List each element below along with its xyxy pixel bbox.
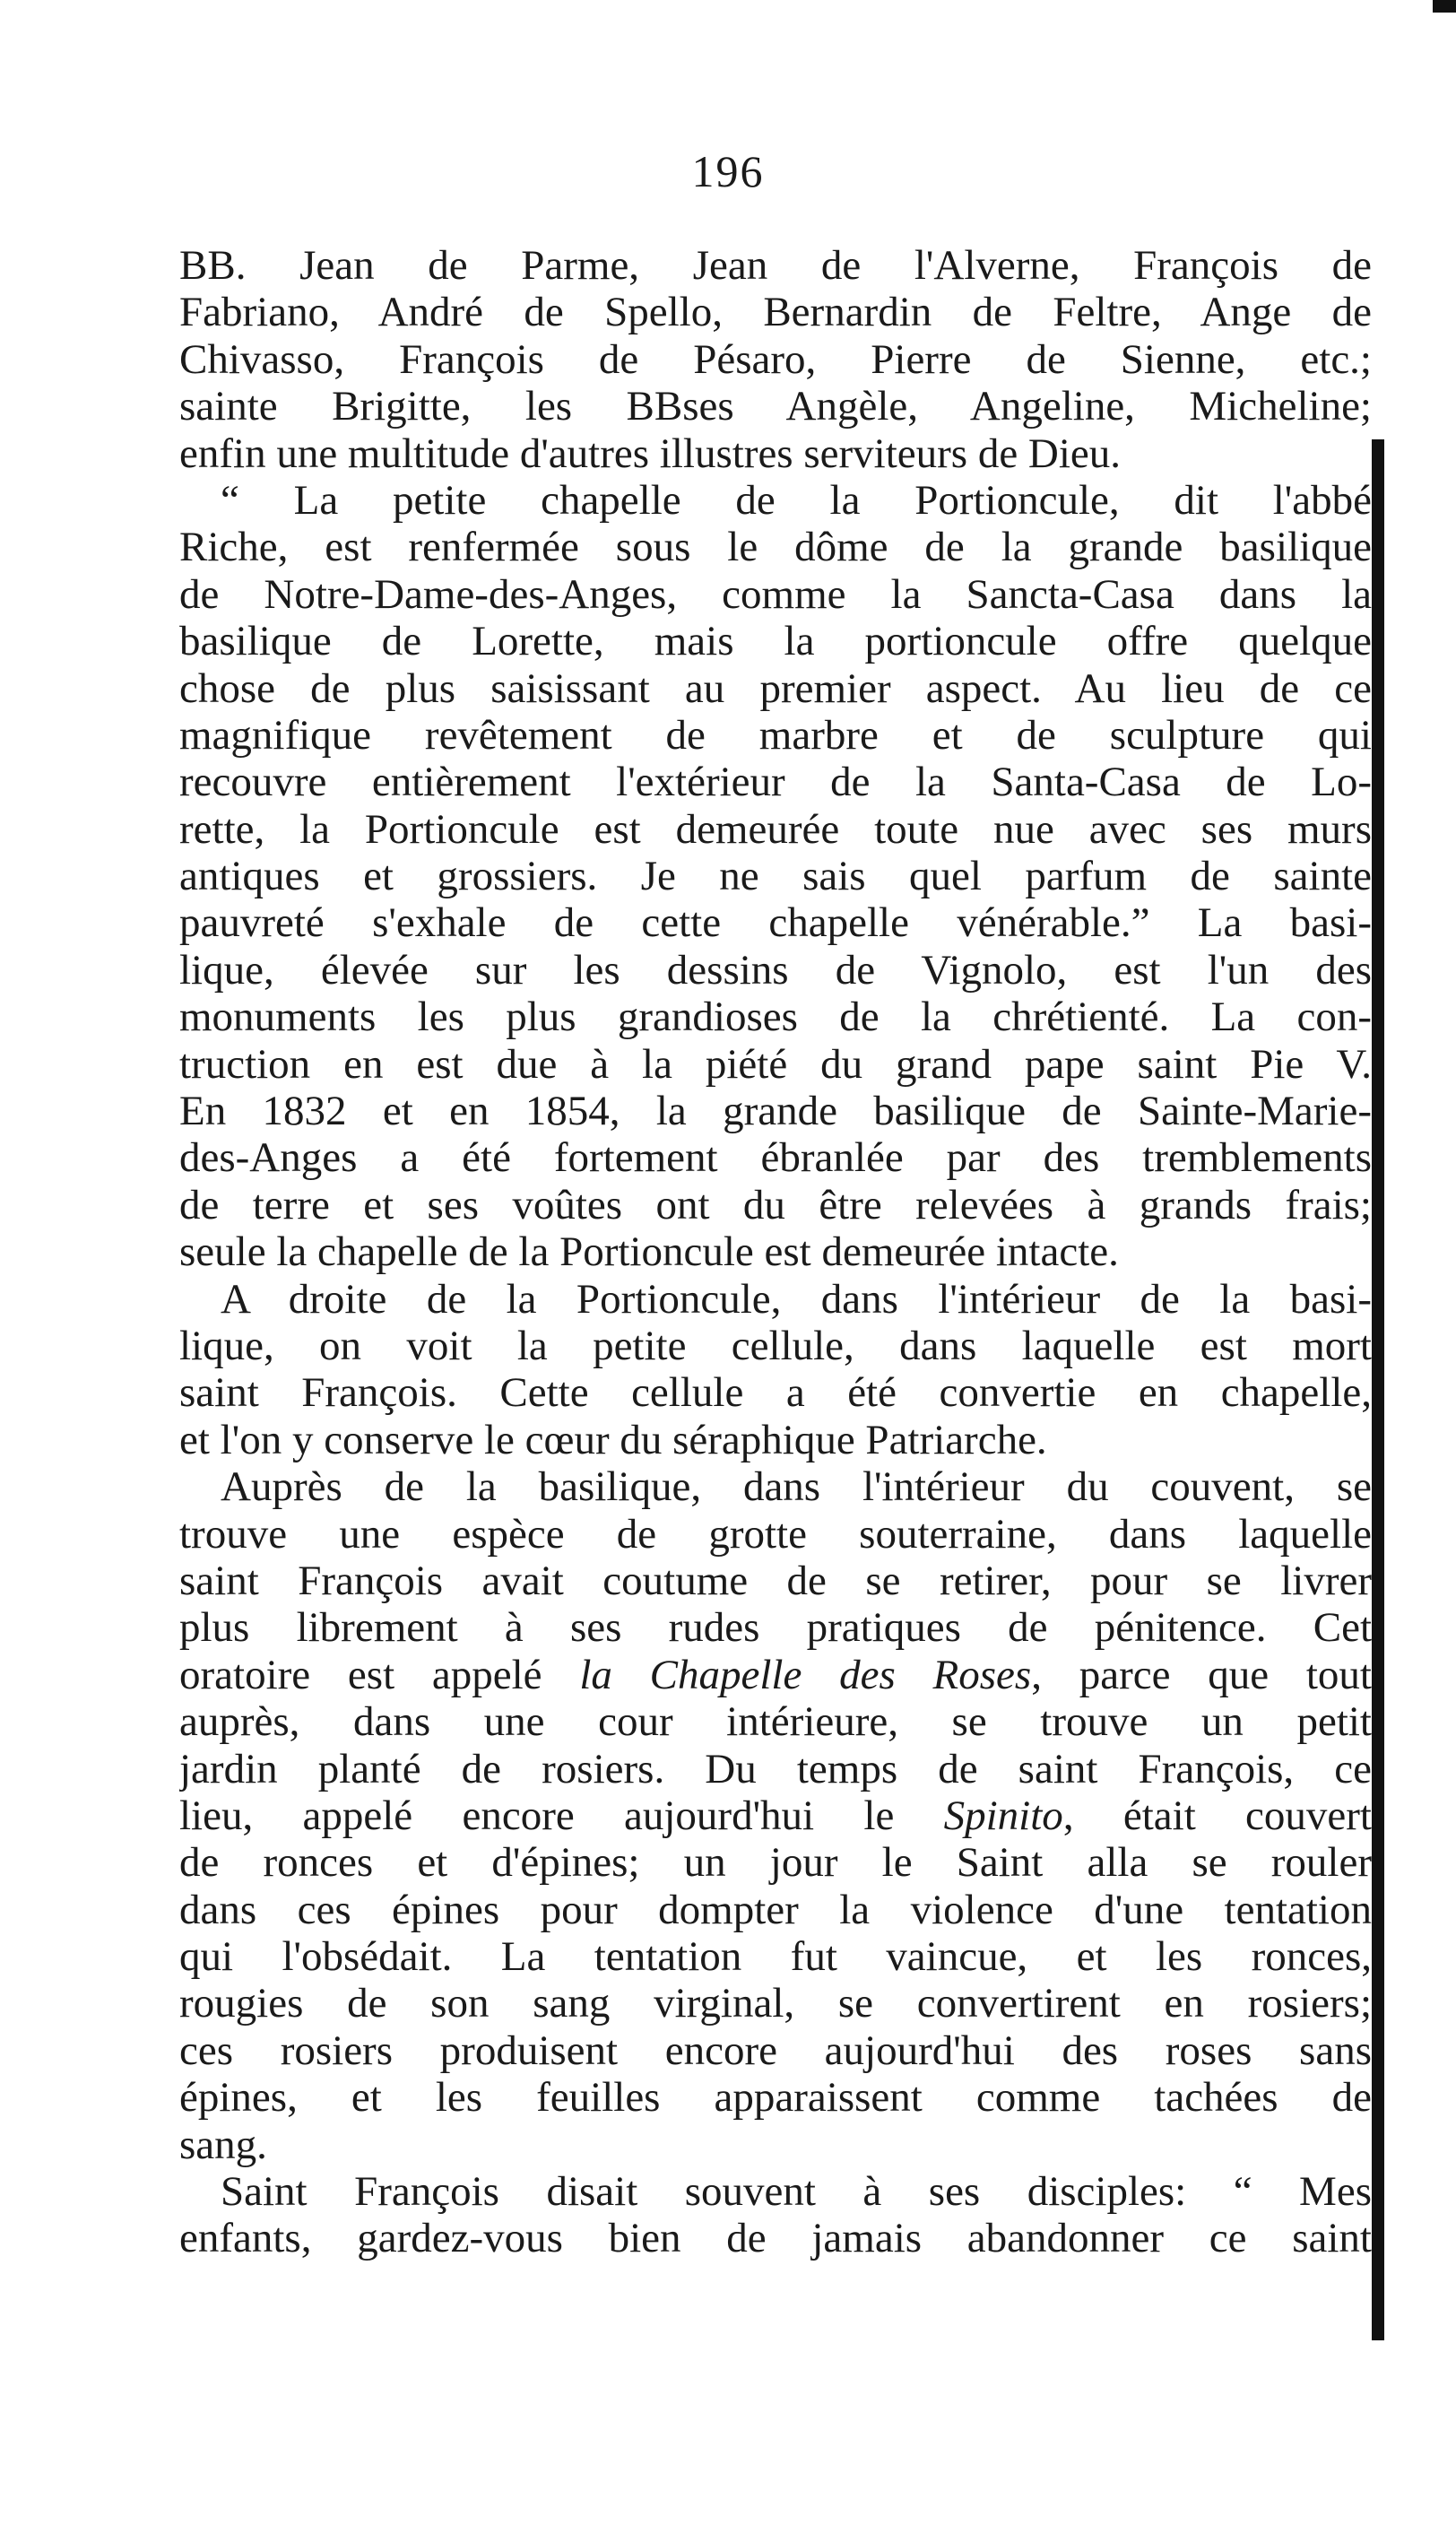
text-line: dans ces épines pour dompter la violence d'une tentation xyxy=(179,1886,1372,1933)
text-line: “ La petite chapelle de la Portioncule, dit l'abbé xyxy=(221,476,1372,524)
text-line: basilique de Lorette, mais la portioncule offre quelque xyxy=(179,618,1372,665)
text-line: Riche, est renfermée sous le dôme de la grande basilique xyxy=(179,524,1372,571)
text-line: et l'on y conserve le cœur du séraphique Patriarche. xyxy=(179,1416,1047,1463)
text-line: de ronces et d'épines; un jour le Saint alla se rouler xyxy=(179,1839,1372,1887)
text-line: recouvre entièrement l'extérieur de la Santa-Casa de Lo- xyxy=(179,759,1372,806)
text-line: Auprès de la basilique, dans l'intérieur du couvent, se xyxy=(221,1463,1372,1511)
text-line: de Notre-Dame-des-Anges, comme la Sancta-Casa dans la xyxy=(179,570,1372,618)
text-line: Fabriano, André de Spello, Bernardin de Feltre, Ange de xyxy=(179,289,1372,336)
text-line: enfin une multitude d'autres illustres serviteurs de Dieu. xyxy=(179,430,1122,477)
text-line: lique, on voit la petite cellule, dans laquelle est mort xyxy=(179,1322,1372,1369)
text-line: seule la chapelle de la Portioncule est demeurée intacte. xyxy=(179,1228,1119,1276)
text-line: A droite de la Portioncule, dans l'intérieur de la basi- xyxy=(221,1275,1372,1323)
text-line: jardin planté de rosiers. Du temps de saint François, ce xyxy=(179,1745,1372,1792)
text-line: magnifique revêtement de marbre et de sculpture qui xyxy=(179,711,1372,759)
text-line: auprès, dans une cour intérieure, se trouve un petit xyxy=(179,1698,1372,1746)
text-line: lieu, appelé encore aujourd'hui le Spinito, était couvert xyxy=(179,1792,1372,1839)
page-edge-shadow xyxy=(1372,439,1384,2340)
text-line: enfants, gardez-vous bien de jamais abandonner ce saint xyxy=(179,2215,1372,2262)
text-line: antiques et grossiers. Je ne sais quel parfum de sainte xyxy=(179,853,1372,900)
text-line: de terre et ses voûtes ont du être relevées à grands frais; xyxy=(179,1181,1372,1228)
text-line: sang. xyxy=(179,2121,267,2168)
text-line: pauvreté s'exhale de cette chapelle vénérable.” La basi- xyxy=(179,899,1372,947)
text-line: BB. Jean de Parme, Jean de l'Alverne, François de xyxy=(179,242,1372,289)
text-line: qui l'obsédait. La tentation fut vaincue, et les ronces, xyxy=(179,1933,1372,1981)
text-line: lique, élevée sur les dessins de Vignolo, est l'un des xyxy=(179,946,1372,994)
text-line: ces rosiers produisent encore aujourd'hui des roses sans xyxy=(179,2027,1372,2074)
text-line: saint François avait coutume de se retirer, pour se livrer xyxy=(179,1557,1372,1604)
text-line: plus librement à ses rudes pratiques de pénitence. Cet xyxy=(179,1604,1372,1652)
text-line: chose de plus saisissant au premier aspect. Au lieu de ce xyxy=(179,664,1372,712)
text-line: rette, la Portioncule est demeurée toute nue avec ses murs xyxy=(179,805,1372,853)
text-line: rougies de son sang virginal, se convertirent en rosiers; xyxy=(179,1980,1372,2027)
text-line: oratoire est appelé la Chapelle des Roses, parce que tout xyxy=(179,1651,1372,1698)
text-line: trouve une espèce de grotte souterraine, dans laquelle xyxy=(179,1510,1372,1558)
text-line: épines, et les feuilles apparaissent comme tachées de xyxy=(179,2074,1372,2122)
body-text xyxy=(179,242,1372,2262)
page-number: 196 xyxy=(691,146,765,196)
text-line: saint François. Cette cellule a été convertie en chapelle, xyxy=(179,1369,1372,1417)
text-line: truction en est due à la piété du grand pape saint Pie V. xyxy=(179,1040,1372,1088)
text-line: Chivasso, François de Pésaro, Pierre de Sienne, etc.; xyxy=(179,335,1372,383)
text-line: des-Anges a été fortement ébranlée par des tremblements xyxy=(179,1134,1372,1182)
text-line: En 1832 et en 1854, la grande basilique de Sainte-Marie- xyxy=(179,1088,1372,1135)
text-line: sainte Brigitte, les BBses Angèle, Angeline, Micheline; xyxy=(179,383,1372,430)
text-line: monuments les plus grandioses de la chrétienté. La con- xyxy=(179,994,1372,1041)
scan-corner-mark xyxy=(1433,0,1456,13)
text-line: Saint François disait souvent à ses disciples: “ Mes xyxy=(221,2168,1372,2216)
